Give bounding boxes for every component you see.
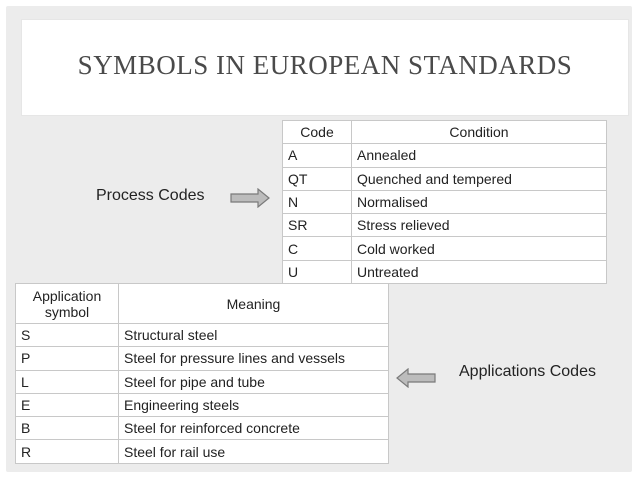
condition-cell: Annealed — [352, 144, 607, 167]
condition-cell: Normalised — [352, 190, 607, 213]
meaning-cell: Steel for pressure lines and vessels — [119, 347, 389, 370]
table-header-row — [16, 284, 389, 324]
code-cell: A — [283, 144, 352, 167]
title-box — [22, 20, 628, 115]
table-row — [283, 214, 607, 237]
condition-cell: Cold worked — [352, 237, 607, 260]
table-row — [283, 144, 607, 167]
symbol-cell: S — [16, 324, 119, 347]
table-row — [283, 190, 607, 213]
applications-table — [15, 283, 389, 464]
table-row — [16, 347, 389, 370]
symbol-cell: L — [16, 370, 119, 393]
column-header-application-symbol: Application symbol — [16, 284, 119, 324]
code-cell: N — [283, 190, 352, 213]
meaning-cell: Steel for reinforced concrete — [119, 417, 389, 440]
table-row — [16, 370, 389, 393]
table-row — [16, 417, 389, 440]
meaning-cell: Steel for rail use — [119, 440, 389, 463]
table-row — [283, 237, 607, 260]
table-row — [16, 393, 389, 416]
meaning-cell: Steel for pipe and tube — [119, 370, 389, 393]
meaning-cell: Structural steel — [119, 324, 389, 347]
table-row — [16, 440, 389, 463]
code-cell: C — [283, 237, 352, 260]
meaning-cell: Engineering steels — [119, 393, 389, 416]
conditions-table — [282, 120, 607, 284]
applications-codes-label: Applications Codes — [459, 363, 596, 380]
symbol-cell: P — [16, 347, 119, 370]
code-cell: QT — [283, 167, 352, 190]
column-header-code: Code — [283, 121, 352, 144]
column-header-condition: Condition — [352, 121, 607, 144]
process-codes-label: Process Codes — [96, 187, 205, 204]
symbol-cell: R — [16, 440, 119, 463]
column-header-meaning: Meaning — [119, 284, 389, 324]
code-cell: SR — [283, 214, 352, 237]
table-header-row — [283, 121, 607, 144]
right-arrow-icon — [230, 188, 270, 208]
symbol-cell: E — [16, 393, 119, 416]
symbol-cell: B — [16, 417, 119, 440]
condition-cell: Untreated — [352, 260, 607, 283]
table-row — [283, 167, 607, 190]
condition-cell: Quenched and tempered — [352, 167, 607, 190]
code-cell: U — [283, 260, 352, 283]
left-arrow-icon — [396, 368, 436, 388]
page-title: SYMBOLS IN EUROPEAN STANDARDS — [77, 50, 573, 80]
table-row — [283, 260, 607, 283]
table-row — [16, 324, 389, 347]
condition-cell: Stress relieved — [352, 214, 607, 237]
